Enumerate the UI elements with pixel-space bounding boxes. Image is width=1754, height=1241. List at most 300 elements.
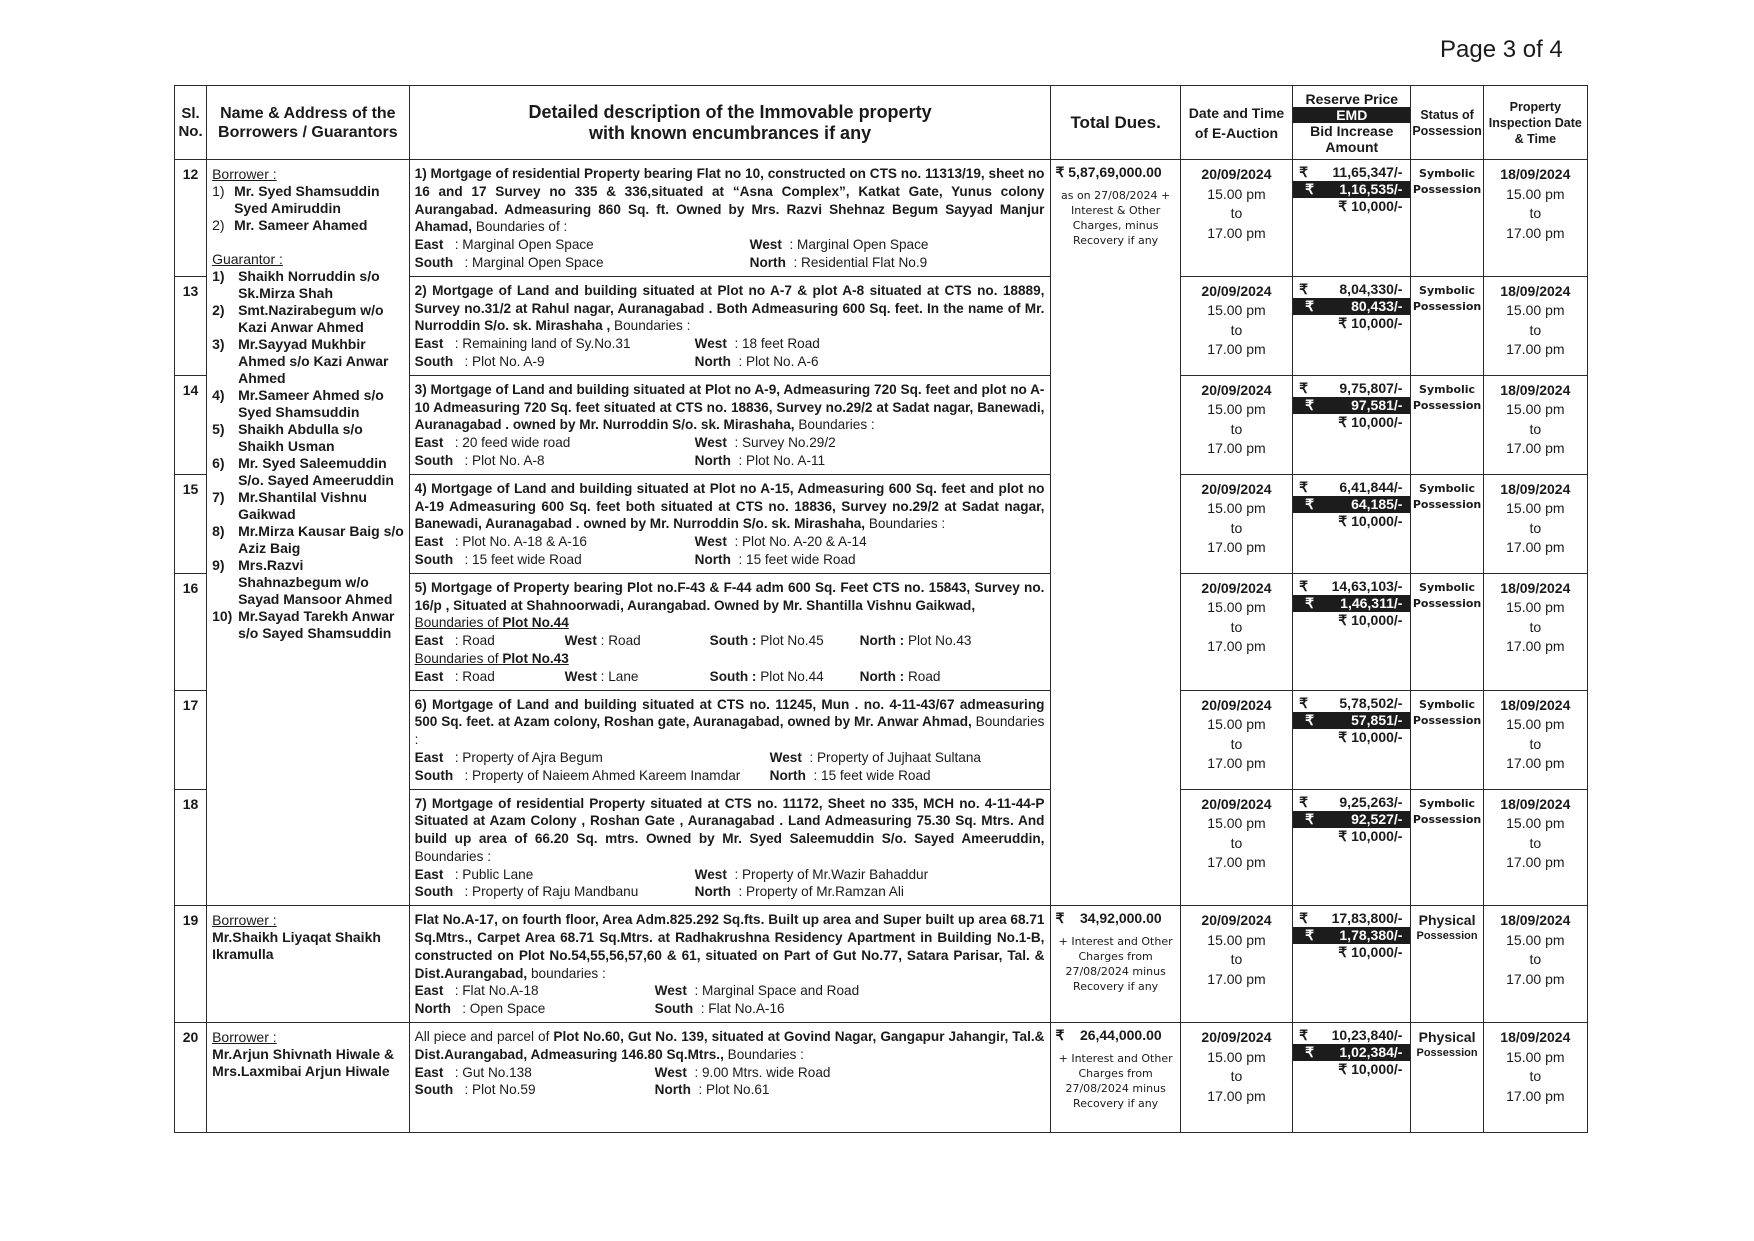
boundary-value: : 15 feet wide Road bbox=[813, 767, 931, 783]
inspection-time-to: 17.00 pm bbox=[1506, 224, 1565, 241]
header-date-line1: Date and Time bbox=[1188, 104, 1285, 121]
description-prefix: All piece and parcel of bbox=[414, 1029, 554, 1045]
guarantor-name: Shaikh Abdulla s/o Shaikh Usman bbox=[238, 421, 363, 454]
plot-heading-prefix: Boundaries of bbox=[414, 650, 503, 666]
guarantor-item bbox=[212, 302, 405, 336]
inspection-to: to bbox=[1529, 321, 1542, 338]
boundary-label: East bbox=[414, 668, 444, 684]
list-number: 9) bbox=[212, 557, 225, 573]
inspection-time-from: 15.00 pm bbox=[1506, 500, 1565, 517]
boundary-line bbox=[415, 866, 1045, 884]
possession-status bbox=[1411, 276, 1483, 375]
emd-value: 57,851/- bbox=[1351, 711, 1403, 728]
list-number: 3) bbox=[212, 336, 225, 352]
reserve-price-cell bbox=[1293, 906, 1411, 1023]
emd-amount bbox=[1293, 496, 1410, 513]
auction-time-to: 17.00 pm bbox=[1207, 854, 1266, 870]
emd-amount bbox=[1293, 811, 1410, 828]
inspection-time-to: 17.00 pm bbox=[1506, 638, 1565, 655]
reserve-price-value: 9,75,807/- bbox=[1339, 379, 1403, 396]
bid-increase-amount: ₹ 10,000/- bbox=[1338, 944, 1403, 961]
reserve-price-cell bbox=[1293, 276, 1411, 375]
inspection-cell bbox=[1483, 573, 1587, 690]
boundary-value: : 15 feet wide Road bbox=[738, 551, 856, 567]
inspection-cell bbox=[1483, 160, 1587, 277]
possession-status bbox=[1411, 789, 1483, 906]
bid-increase-amount: ₹ 10,000/- bbox=[1338, 413, 1403, 430]
boundary-label: West bbox=[654, 1064, 687, 1080]
possession-status bbox=[1411, 690, 1483, 789]
borrower-label: Borrower : bbox=[212, 912, 277, 929]
boundary-line bbox=[415, 335, 1045, 353]
auction-time-from: 15.00 pm bbox=[1207, 599, 1266, 616]
property-description: 7) Mortgage of residential Property situated at CTS no. 11172, Sheet no 335, MCH no. 4-11-44-P Situated at Azam Colony , Roshan Gate , Auranagabad . Land Admeasuring 75.30 Sq. Mtrs. And build up area of 66.20 Sq. mtrs. Owned by Mr. Syed Saleemuddin S/o. Sayed Ameeruddin, bbox=[414, 795, 1045, 847]
borrower-list bbox=[212, 183, 405, 234]
boundaries-label: Boundaries of : bbox=[472, 219, 568, 235]
property-description: 2) Mortgage of Land and building situated at Plot no A-7 & plot A-8 situated at CTS no. 18889, Survey no.31/2 at Rahul nagar, Auranagabad . Both Admeasuring 600 Sq. feet. In the name of Mr. Nurroddin S/o. sk. Mirashaha , bbox=[414, 282, 1045, 334]
boundary-line bbox=[415, 353, 1045, 371]
status-possession: Possession bbox=[1412, 596, 1482, 610]
emd-value: 80,433/- bbox=[1351, 297, 1403, 314]
auction-date-cell bbox=[1180, 1023, 1292, 1133]
rupee-icon: ₹ bbox=[1299, 793, 1309, 810]
boundary-label: East bbox=[414, 336, 444, 352]
reserve-price-value: 5,78,502/- bbox=[1339, 694, 1403, 711]
auction-time-from: 15.00 pm bbox=[1207, 1048, 1266, 1065]
boundary-label: East bbox=[414, 435, 444, 451]
emd-value: 64,185/- bbox=[1351, 495, 1403, 512]
boundary-label: North bbox=[694, 353, 731, 369]
total-dues-amount bbox=[1055, 911, 1175, 926]
header-status: Status of Possession bbox=[1411, 86, 1483, 160]
property-description: Plot No.60, Gut No. 139, situated at Govind Nagar, Gangapur Jahangir, Tal.& Dist.Aurangabad, Admeasuring 146.80 Sq.Mtrs., bbox=[414, 1029, 1045, 1062]
rupee-icon: ₹ bbox=[1305, 495, 1315, 512]
auction-time-to: 17.00 pm bbox=[1207, 755, 1266, 772]
status-physical: Physical bbox=[1418, 912, 1476, 929]
guarantor-item bbox=[212, 268, 405, 302]
auction-time-from: 15.00 pm bbox=[1207, 302, 1266, 319]
reserve-price-value: 14,63,103/- bbox=[1331, 577, 1403, 594]
emd-amount bbox=[1293, 397, 1410, 414]
boundary-value: : Property of Raju Mandbanu bbox=[464, 884, 639, 900]
boundary-value: : Marginal Open Space bbox=[464, 254, 604, 270]
boundary-line bbox=[415, 452, 1045, 470]
boundary-label: South : bbox=[709, 668, 757, 684]
boundary-line bbox=[415, 632, 1045, 650]
boundary-value: Plot No.43 bbox=[907, 633, 972, 649]
reserve-price-value: 6,41,844/- bbox=[1339, 478, 1403, 495]
boundary-value: : 20 feed wide road bbox=[454, 435, 571, 451]
boundary-value: Plot No.44 bbox=[760, 668, 824, 684]
dues-note: + Interest and Other Charges from 27/08/2024 minus Recovery if any bbox=[1058, 1052, 1173, 1111]
auction-to: to bbox=[1230, 735, 1243, 752]
boundary-line bbox=[415, 1081, 1045, 1099]
rupee-icon: ₹ bbox=[1305, 297, 1315, 314]
boundary-line bbox=[415, 551, 1045, 569]
boundary-value: : Plot No. A-18 & A-16 bbox=[454, 534, 587, 550]
header-borrowers: Name & Address of the Borrowers / Guarantors bbox=[207, 86, 410, 160]
inspection-time-from: 15.00 pm bbox=[1506, 931, 1565, 948]
property-description-cell bbox=[409, 573, 1051, 690]
boundary-line bbox=[415, 767, 1045, 785]
guarantor-name: Shaikh Norruddin s/o Sk.Mirza Shah bbox=[238, 268, 380, 301]
borrowers-guarantors-cell bbox=[207, 1023, 410, 1133]
property-description-cell bbox=[409, 276, 1051, 375]
emd-value: 1,78,380/- bbox=[1339, 927, 1403, 944]
inspection-to: to bbox=[1529, 834, 1542, 851]
inspection-time-to: 17.00 pm bbox=[1506, 755, 1565, 772]
auction-date-cell bbox=[1180, 474, 1292, 573]
property-description-cell bbox=[409, 1023, 1051, 1133]
boundary-line bbox=[415, 1000, 1045, 1018]
boundary-label: East bbox=[414, 534, 444, 550]
header-description-line1: Detailed description of the Immovable property bbox=[528, 101, 932, 122]
emd-amount bbox=[1293, 712, 1410, 729]
boundary-label: West bbox=[694, 336, 727, 352]
boundary-value: Plot No.45 bbox=[760, 633, 824, 649]
reserve-price-value: 11,65,347/- bbox=[1332, 164, 1403, 180]
boundary-value: : Plot No.59 bbox=[464, 1082, 536, 1098]
boundary-label: West bbox=[694, 435, 727, 451]
boundary-label: East bbox=[414, 983, 444, 999]
property-description: 1) Mortgage of residential Property bearing Flat no 10, constructed on CTS no. 11313/19, sheet no 16 and 17 Survey no 335 & 336,situated at “Asna Complex”, Katkat Gate, Yunus colony Aurangabad. Admeasuring 860 Sq. ft. Owned by Mrs. Razvi Shehnaz Begum Sayyad Manjur Ahamad, bbox=[414, 166, 1045, 235]
reserve-price-value: 8,04,330/- bbox=[1339, 280, 1403, 297]
status-symbolic: Symbolic bbox=[1419, 382, 1476, 396]
list-number: 4) bbox=[212, 387, 225, 403]
boundary-line bbox=[415, 434, 1045, 452]
boundary-label: East bbox=[414, 633, 444, 649]
possession-status bbox=[1411, 906, 1483, 1023]
reserve-price-value: 10,23,840/- bbox=[1331, 1027, 1403, 1044]
rupee-icon: ₹ bbox=[1299, 1027, 1309, 1044]
auction-date-cell bbox=[1180, 906, 1292, 1023]
boundaries-label: Boundaries : bbox=[794, 417, 875, 433]
header-bid-increase: Bid Increase Amount bbox=[1310, 122, 1394, 155]
boundary-label: West bbox=[654, 983, 687, 999]
serial-number: 18 bbox=[175, 789, 207, 906]
boundaries-label: Boundaries : bbox=[723, 1046, 804, 1062]
borrower-name: Mr.Arjun Shivnath Hiwale & Mrs.Laxmibai Arjun Hiwale bbox=[212, 1046, 395, 1080]
auction-to: to bbox=[1230, 951, 1243, 968]
inspection-date: 18/09/2024 bbox=[1500, 696, 1571, 713]
property-description: 6) Mortgage of Land and building situated at CTS no. 11245, Mun . no. 4-11-43/67 admeasuring 500 Sq. feet. at Azam colony, Roshan gate, Auranagabad, owned by Mr. Anwar Ahmad, bbox=[414, 696, 1045, 730]
rupee-icon: ₹ bbox=[1299, 280, 1309, 297]
inspection-cell bbox=[1483, 375, 1587, 474]
plot-43-heading bbox=[415, 650, 1045, 668]
boundary-value: : Marginal Space and Road bbox=[694, 983, 860, 999]
header-auction-date bbox=[1180, 86, 1292, 160]
auction-time-from: 15.00 pm bbox=[1207, 500, 1266, 517]
boundary-line bbox=[415, 749, 1045, 767]
auction-date: 20/09/2024 bbox=[1201, 579, 1272, 596]
rupee-icon: ₹ bbox=[1055, 164, 1065, 180]
inspection-time-to: 17.00 pm bbox=[1506, 970, 1565, 987]
auction-date: 20/09/2024 bbox=[1201, 1029, 1272, 1046]
boundary-label: South bbox=[414, 254, 454, 270]
boundaries-label: Boundaries : bbox=[610, 318, 691, 334]
status-symbolic: Symbolic bbox=[1419, 580, 1476, 594]
inspection-time-to: 17.00 pm bbox=[1506, 854, 1565, 870]
page-number: Page 3 of 4 bbox=[1440, 36, 1563, 63]
boundary-value: : Public Lane bbox=[454, 866, 534, 882]
serial-number: 20 bbox=[175, 1023, 207, 1133]
total-dues-amount bbox=[1055, 165, 1175, 180]
boundary-value: : Survey No.29/2 bbox=[734, 435, 836, 451]
guarantor-name: Mr.Sayyad Mukhbir Ahmed s/o Kazi Anwar Ahmed bbox=[238, 336, 389, 386]
inspection-time-from: 15.00 pm bbox=[1506, 401, 1565, 418]
status-possession: Possession bbox=[1416, 1047, 1478, 1060]
possession-status bbox=[1411, 573, 1483, 690]
list-number: 7) bbox=[212, 489, 225, 505]
boundary-label: South bbox=[414, 353, 454, 369]
plot-heading-number: Plot No.43 bbox=[502, 650, 569, 666]
inspection-cell bbox=[1483, 690, 1587, 789]
emd-amount bbox=[1293, 181, 1410, 198]
rupee-icon: ₹ bbox=[1305, 810, 1315, 827]
rupee-icon: ₹ bbox=[1299, 379, 1309, 396]
boundary-line bbox=[415, 533, 1045, 551]
property-description-cell bbox=[409, 474, 1051, 573]
boundary-label: North bbox=[694, 551, 731, 567]
header-emd: EMD bbox=[1293, 107, 1410, 123]
boundary-label: West bbox=[564, 668, 597, 684]
auction-time-from: 15.00 pm bbox=[1207, 931, 1266, 948]
inspection-to: to bbox=[1529, 420, 1542, 437]
status-possession: Possession bbox=[1412, 812, 1482, 826]
borrower-name: Mr.Shaikh Liyaqat Shaikh Ikramulla bbox=[212, 929, 381, 963]
inspection-date: 18/09/2024 bbox=[1500, 579, 1571, 596]
bid-increase-amount: ₹ 10,000/- bbox=[1338, 198, 1403, 214]
header-description-line2: with known encumbrances if any bbox=[589, 122, 872, 143]
auction-date-cell bbox=[1180, 690, 1292, 789]
boundary-value: : Flat No.A-16 bbox=[700, 1001, 785, 1017]
auction-date: 20/09/2024 bbox=[1201, 166, 1272, 182]
inspection-to: to bbox=[1529, 519, 1542, 536]
rupee-icon: ₹ bbox=[1305, 396, 1315, 413]
emd-amount bbox=[1293, 298, 1410, 315]
boundary-label: West bbox=[564, 633, 597, 649]
guarantor-name: Smt.Nazirabegum w/o Kazi Anwar Ahmed bbox=[238, 302, 384, 335]
serial-number: 17 bbox=[175, 690, 207, 789]
header-sl-no: Sl. No. bbox=[175, 86, 207, 160]
serial-number: 15 bbox=[175, 474, 207, 573]
header-total-dues: Total Dues. bbox=[1051, 86, 1180, 160]
property-description: Flat No.A-17, on fourth floor, Area Adm.825.292 Sq.fts. Built up area and Super built up area 68.71 Sq.Mtrs., Carpet Area 68.71 Sq.Mtrs. at Radhakrushna Residency Apartment in Building No.1-B, constructed on Plot No.54,55,56,57,60 & 61, situated on Part of Gut No.77, Satara Parisar, Tal. & Dist.Aurangabad, bbox=[414, 912, 1045, 981]
status-symbolic: Symbolic bbox=[1419, 796, 1476, 810]
table-row bbox=[175, 160, 1588, 277]
rupee-icon: ₹ bbox=[1299, 164, 1309, 180]
status-possession: Possession bbox=[1412, 398, 1482, 412]
bid-increase-amount: ₹ 10,000/- bbox=[1338, 611, 1403, 628]
reserve-price-value: 17,83,800/- bbox=[1331, 910, 1403, 927]
auction-to: to bbox=[1230, 321, 1243, 338]
inspection-cell bbox=[1483, 906, 1587, 1023]
auction-to: to bbox=[1230, 834, 1243, 851]
auction-to: to bbox=[1230, 1068, 1243, 1085]
borrower-item bbox=[212, 183, 405, 217]
auction-table bbox=[174, 85, 1588, 1133]
list-number: 1) bbox=[212, 183, 225, 199]
auction-date-cell bbox=[1180, 160, 1292, 277]
serial-number: 16 bbox=[175, 573, 207, 690]
boundary-value: : Property of Jujhaat Sultana bbox=[809, 749, 981, 765]
inspection-date: 18/09/2024 bbox=[1500, 1029, 1571, 1046]
borrowers-guarantors-cell bbox=[207, 906, 410, 1023]
list-number: 10) bbox=[212, 608, 233, 624]
auction-time-to: 17.00 pm bbox=[1207, 440, 1266, 457]
auction-to: to bbox=[1230, 420, 1243, 437]
boundary-label: North bbox=[694, 452, 731, 468]
status-symbolic: Symbolic bbox=[1419, 481, 1476, 495]
guarantor-name: Mr. Syed Saleemuddin S/o. Sayed Ameeruddin bbox=[238, 455, 394, 488]
table-row bbox=[175, 906, 1588, 1023]
reserve-price bbox=[1293, 479, 1410, 496]
list-number: 2) bbox=[212, 302, 225, 318]
boundary-label: North : bbox=[859, 633, 905, 649]
reserve-price-cell bbox=[1293, 789, 1411, 906]
status-possession: Possession bbox=[1412, 299, 1482, 313]
guarantor-label: Guarantor : bbox=[212, 251, 283, 267]
auction-to: to bbox=[1230, 205, 1243, 221]
guarantor-item bbox=[212, 387, 405, 421]
boundary-line bbox=[415, 236, 1045, 254]
auction-time-to: 17.00 pm bbox=[1207, 224, 1266, 241]
boundary-line bbox=[415, 668, 1045, 686]
reserve-price-cell bbox=[1293, 690, 1411, 789]
status-possession: Possession bbox=[1412, 497, 1482, 511]
boundary-line bbox=[415, 1064, 1045, 1082]
boundary-label: North bbox=[654, 1082, 691, 1098]
dues-note: + Interest and Other Charges from 27/08/2024 minus Recovery if any bbox=[1058, 935, 1173, 994]
auction-to: to bbox=[1230, 519, 1243, 536]
borrowers-guarantors-cell bbox=[207, 160, 410, 906]
guarantor-item bbox=[212, 421, 405, 455]
rupee-icon: ₹ bbox=[1305, 711, 1315, 728]
boundaries-label: Boundaries : bbox=[865, 516, 946, 532]
boundary-label: East bbox=[414, 866, 444, 882]
emd-value: 1,02,384/- bbox=[1339, 1044, 1403, 1061]
list-number: 2) bbox=[212, 217, 225, 233]
boundary-value: : Road bbox=[454, 668, 495, 684]
boundary-label: South bbox=[414, 767, 454, 783]
boundary-value: : Plot No.61 bbox=[698, 1082, 770, 1098]
serial-number: 12 bbox=[175, 160, 207, 277]
reserve-price-cell bbox=[1293, 160, 1411, 277]
guarantor-item bbox=[212, 489, 405, 523]
inspection-date: 18/09/2024 bbox=[1500, 381, 1571, 398]
property-description-cell bbox=[409, 160, 1051, 277]
boundary-label: East bbox=[414, 237, 444, 253]
boundary-value: : Marginal Open Space bbox=[789, 237, 929, 253]
boundary-label: South bbox=[414, 1082, 454, 1098]
inspection-date: 18/09/2024 bbox=[1500, 282, 1571, 299]
auction-date: 20/09/2024 bbox=[1201, 912, 1272, 929]
boundary-label: South bbox=[414, 551, 454, 567]
property-description-cell bbox=[409, 906, 1051, 1023]
auction-time-from: 15.00 pm bbox=[1207, 185, 1266, 202]
list-number: 1) bbox=[212, 268, 225, 284]
boundary-line bbox=[415, 982, 1045, 1000]
boundary-value: : 18 feet Road bbox=[734, 336, 820, 352]
header-description bbox=[409, 86, 1051, 160]
borrower-name: Mr. Sameer Ahamed bbox=[234, 217, 368, 233]
rupee-icon: ₹ bbox=[1299, 910, 1309, 927]
status-possession: Possession bbox=[1412, 183, 1482, 196]
boundaries-label: Boundaries : bbox=[414, 848, 491, 864]
reserve-price bbox=[1293, 380, 1410, 397]
header-row bbox=[175, 86, 1588, 160]
guarantor-item bbox=[212, 336, 405, 387]
guarantor-list bbox=[212, 268, 405, 642]
dues-note: as on 27/08/2024 + Interest & Other Charges, minus Recovery if any bbox=[1060, 189, 1171, 247]
boundary-label: North : bbox=[859, 668, 905, 684]
emd-value: 1,46,311/- bbox=[1340, 594, 1403, 611]
rupee-icon: ₹ bbox=[1299, 694, 1309, 711]
plot-heading-number: Plot No.44 bbox=[502, 615, 569, 631]
plot-44-heading bbox=[415, 614, 1045, 632]
boundary-label: West bbox=[769, 749, 802, 765]
boundary-value: : Road bbox=[454, 633, 495, 649]
total-dues-cell bbox=[1051, 906, 1180, 1023]
header-inspection: Property Inspection Date & Time bbox=[1483, 86, 1587, 160]
borrower-item bbox=[212, 217, 405, 234]
auction-time-to: 17.00 pm bbox=[1207, 1087, 1266, 1104]
serial-number: 14 bbox=[175, 375, 207, 474]
reserve-price-value: 9,25,263/- bbox=[1339, 793, 1403, 810]
boundary-value: : Property of Naieem Ahmed Kareem Inamdar bbox=[464, 767, 741, 783]
boundary-label: West bbox=[749, 237, 782, 253]
rupee-icon: ₹ bbox=[1305, 927, 1315, 944]
guarantor-name: Mr.Sayad Tarekh Anwar s/o Sayed Shamsuddin bbox=[238, 608, 395, 641]
boundary-value: : Property of Mr.Ramzan Ali bbox=[738, 884, 904, 900]
property-description-cell bbox=[409, 375, 1051, 474]
status-physical: Physical bbox=[1418, 1029, 1476, 1046]
inspection-date: 18/09/2024 bbox=[1500, 795, 1571, 812]
boundary-value: : Flat No.A-18 bbox=[454, 983, 539, 999]
inspection-cell bbox=[1483, 474, 1587, 573]
inspection-cell bbox=[1483, 1023, 1587, 1133]
boundary-label: South bbox=[414, 452, 454, 468]
reserve-price bbox=[1293, 1027, 1410, 1044]
plot-heading-prefix: Boundaries of bbox=[414, 615, 503, 631]
inspection-to: to bbox=[1529, 1068, 1542, 1085]
status-possession: Possession bbox=[1416, 930, 1478, 943]
status-symbolic: Symbolic bbox=[1419, 697, 1476, 711]
auction-to: to bbox=[1230, 618, 1243, 635]
boundary-label: North bbox=[414, 1001, 451, 1017]
possession-status bbox=[1411, 160, 1483, 277]
inspection-cell bbox=[1483, 276, 1587, 375]
reserve-price bbox=[1293, 695, 1410, 712]
auction-date: 20/09/2024 bbox=[1201, 480, 1272, 497]
boundary-label: West bbox=[694, 866, 727, 882]
boundary-label: West bbox=[694, 534, 727, 550]
rupee-icon: ₹ bbox=[1305, 1044, 1315, 1061]
possession-status bbox=[1411, 474, 1483, 573]
reserve-price-cell bbox=[1293, 375, 1411, 474]
rupee-icon: ₹ bbox=[1055, 1027, 1065, 1044]
bid-increase-amount: ₹ 10,000/- bbox=[1338, 314, 1403, 331]
boundary-value: : Open Space bbox=[462, 1001, 546, 1017]
auction-date: 20/09/2024 bbox=[1201, 282, 1272, 299]
list-number: 6) bbox=[212, 455, 225, 471]
emd-value: 1,16,535/- bbox=[1339, 181, 1403, 197]
boundary-value: : Marginal Open Space bbox=[454, 237, 594, 253]
emd-amount bbox=[1293, 1044, 1410, 1061]
guarantor-item bbox=[212, 455, 405, 489]
boundary-value: : Plot No. A-11 bbox=[738, 452, 826, 468]
list-number: 5) bbox=[212, 421, 225, 437]
